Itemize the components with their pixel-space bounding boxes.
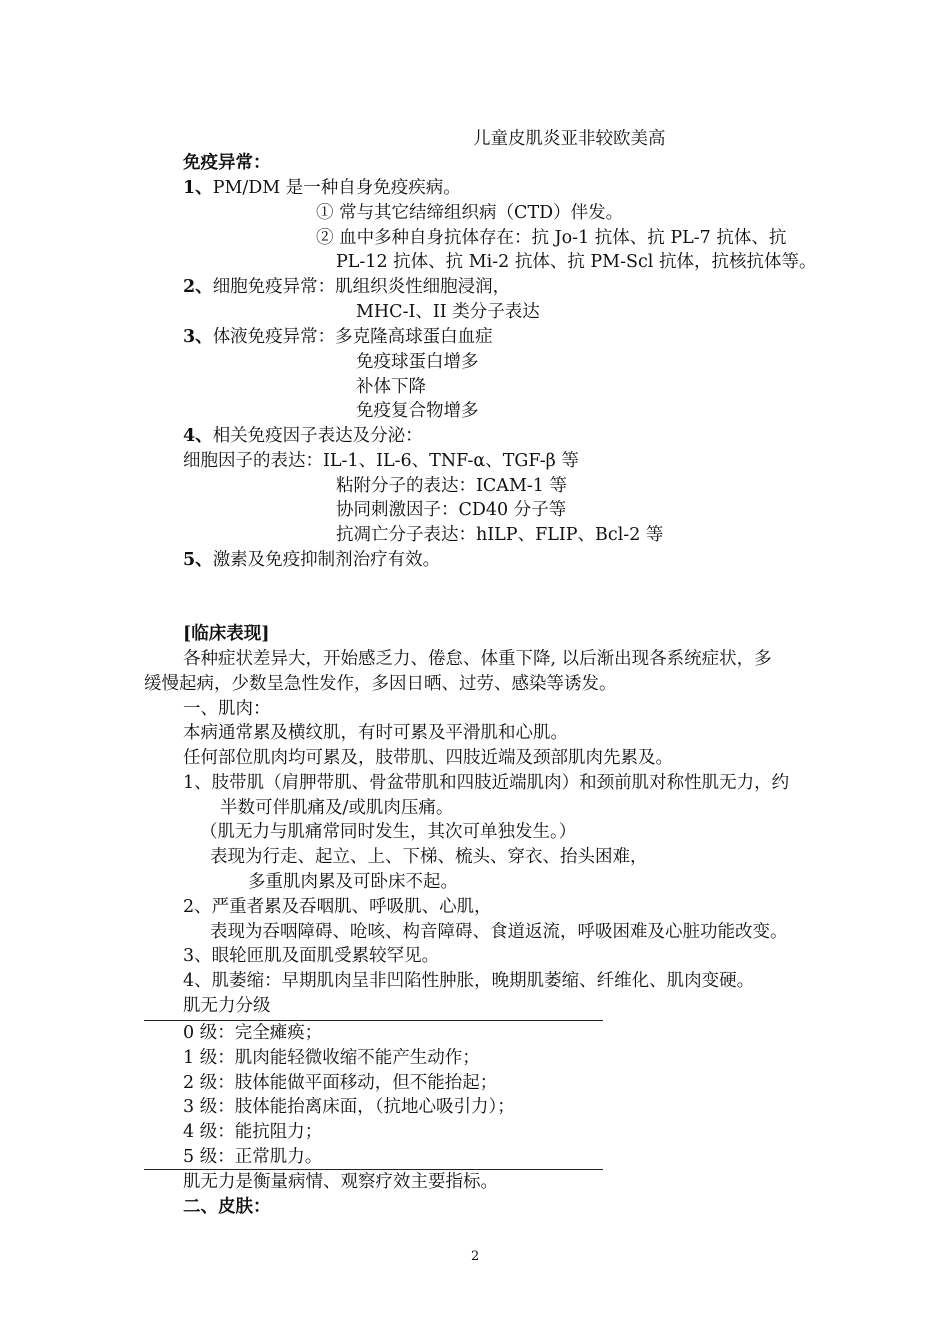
- item-number: 3、: [183, 327, 213, 347]
- immune-item-3c: 补体下降: [356, 377, 426, 397]
- clinical-heading: [临床表现]: [183, 624, 270, 644]
- grade-title: 肌无力分级: [183, 996, 271, 1016]
- immune-item-1b-cont: PL-12 抗体、抗 Mi-2 抗体、抗 PM-Scl 抗体，抗核抗体等。: [336, 252, 817, 272]
- muscle-line-1: 本病通常累及横纹肌，有时可累及平滑肌和心肌。: [183, 723, 568, 743]
- muscle-item-1-symptoms: 表现为行走、起立、上、下梯、梳头、穿衣、抬头困难，: [210, 847, 648, 867]
- muscle-item-3: 3、眼轮匝肌及面肌受累较罕见。: [183, 946, 440, 966]
- item-text: 体液免疫异常：多克隆高球蛋白血症: [212, 327, 493, 347]
- grade-row: 5 级：正常肌力。: [183, 1147, 323, 1167]
- grade-row: 2 级：肢体能做平面移动，但不能抬起；: [183, 1073, 498, 1093]
- grade-row: 3 级：肢体能抬离床面，（抗地心吸引力）；: [183, 1097, 515, 1117]
- clinical-paragraph: 各种症状差异大，开始感乏力、倦怠、体重下降, 以后渐出现各系统症状，多: [183, 649, 772, 669]
- item-number: 5、: [183, 550, 213, 570]
- grade-note: 肌无力是衡量病情、观察疗效主要指标。: [183, 1172, 498, 1192]
- item-text: 相关免疫因子表达及分泌：: [212, 426, 423, 446]
- immune-item-5: [183, 548, 440, 572]
- muscle-item-2: 2、严重者累及吞咽肌、呼吸肌、心肌，: [183, 897, 492, 917]
- muscle-item-1: 1、肢带肌（肩胛带肌、骨盆带肌和四肢近端肌肉）和颈前肌对称性肌无力，约: [183, 773, 790, 793]
- immune-item-3d: 免疫复合物增多: [356, 401, 479, 421]
- immune-item-4c: 协同刺激因子：CD40 分子等: [336, 500, 567, 520]
- muscle-title: 一、肌肉：: [183, 699, 271, 719]
- muscle-item-1-severe: 多重肌肉累及可卧床不起。: [248, 872, 458, 892]
- item-number: 2、: [183, 277, 213, 297]
- immune-item-3: [183, 325, 493, 349]
- muscle-item-1-cont: 半数可伴肌痛及/或肌肉压痛。: [220, 798, 454, 818]
- skin-title: 二、皮肤：: [183, 1197, 271, 1217]
- grade-row: 4 级：能抗阻力；: [183, 1122, 323, 1142]
- immune-heading: 免疫异常：: [183, 153, 271, 173]
- top-line: 儿童皮肌炎亚非较欧美高: [473, 129, 666, 149]
- item-text: 细胞免疫异常：肌组织炎性细胞浸润，: [212, 277, 511, 297]
- immune-item-4: [183, 424, 423, 448]
- immune-item-4d: 抗凋亡分子表达：hILP、FLIP、Bcl-2 等: [336, 525, 664, 545]
- item-text: PM/DM 是一种自身免疫疾病。: [212, 178, 461, 198]
- immune-item-1: [183, 176, 461, 200]
- immune-item-1b: ② 血中多种自身抗体存在：抗 Jo-1 抗体、抗 PL-7 抗体、抗: [316, 228, 787, 248]
- muscle-item-4: 4、肌萎缩：早期肌肉呈非凹陷性肿胀，晚期肌萎缩、纤维化、肌肉变硬。: [183, 971, 755, 991]
- grade-row: 1 级：肌肉能轻微收缩不能产生动作；: [183, 1048, 480, 1068]
- muscle-line-2: 任何部位肌肉均可累及，肢带肌、四肢近端及颈部肌肉先累及。: [183, 748, 673, 768]
- immune-item-2b: MHC-I、II 类分子表达: [356, 302, 540, 322]
- immune-item-2: [183, 275, 510, 299]
- item-text: 激素及免疫抑制剂治疗有效。: [212, 550, 441, 570]
- muscle-item-2-cont: 表现为吞咽障碍、呛咳、构音障碍、食道返流，呼吸困难及心脏功能改变。: [210, 922, 788, 942]
- grade-row: 0 级：完全瘫痪；: [183, 1023, 323, 1043]
- clinical-paragraph-cont: 缓慢起病，少数呈急性发作，多因日晒、过劳、感染等诱发。: [144, 674, 617, 694]
- immune-item-4a: 细胞因子的表达：IL-1、IL-6、TNF-α、TGF-β 等: [183, 451, 579, 471]
- immune-item-4b: 粘附分子的表达：ICAM-1 等: [336, 476, 567, 496]
- page-number: 2: [471, 1249, 480, 1264]
- item-number: 1、: [183, 178, 213, 198]
- muscle-item-1-note: （肌无力与肌痛常同时发生，其次可单独发生。）: [200, 822, 577, 842]
- immune-item-3b: 免疫球蛋白增多: [356, 352, 479, 372]
- item-number: 4、: [183, 426, 213, 446]
- immune-item-1a: ① 常与其它结缔组织病（CTD）伴发。: [316, 203, 624, 223]
